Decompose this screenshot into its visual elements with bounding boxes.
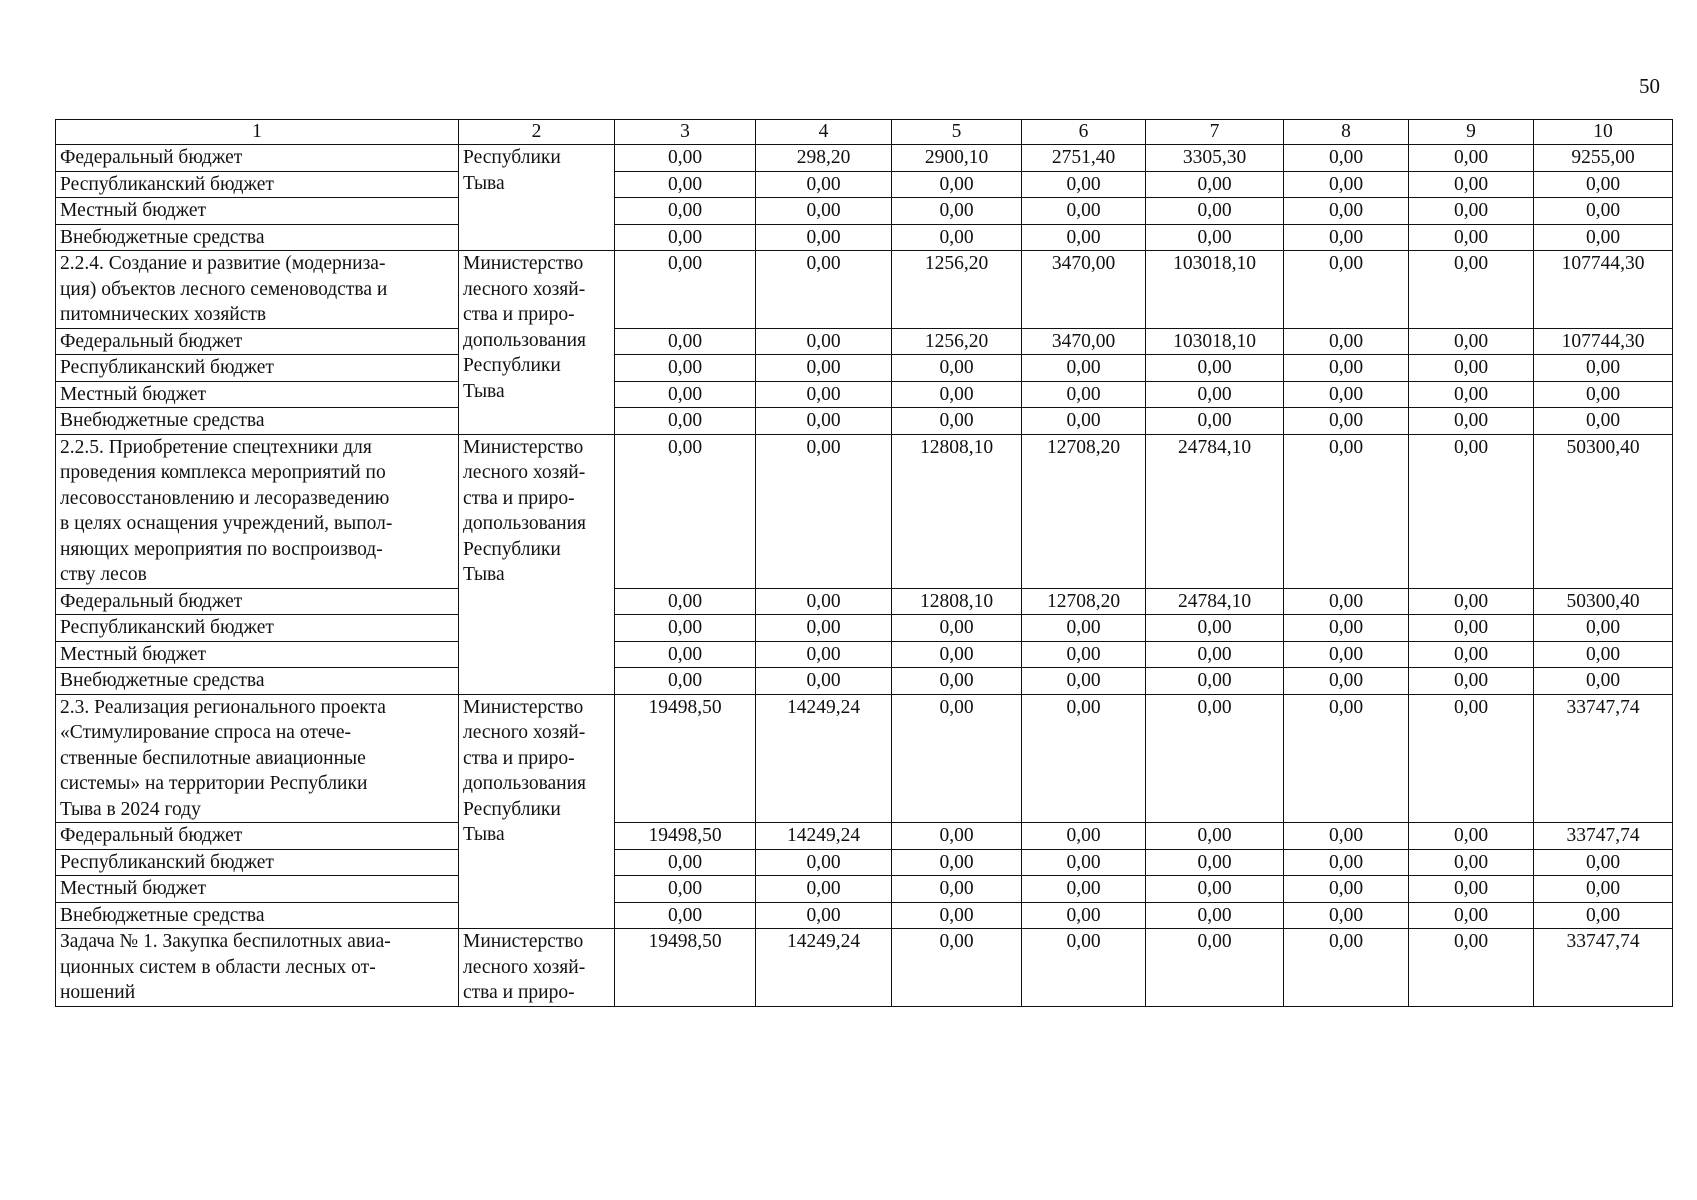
- value-cell-col-9: 0,00: [1409, 224, 1534, 251]
- value-cell-col-8: 0,00: [1284, 251, 1409, 329]
- value-cell-col-7: 0,00: [1146, 408, 1284, 435]
- value-cell-col-10: 0,00: [1534, 408, 1673, 435]
- executor-cell: Министерство лесного хозяй- ства и приро- допользования Республики Тыва: [459, 434, 615, 694]
- value-cell-col-3: 0,00: [615, 328, 756, 355]
- value-cell-col-10: 107744,30: [1534, 328, 1673, 355]
- value-cell-col-3: 19498,50: [615, 823, 756, 850]
- value-cell-col-5: 0,00: [892, 876, 1022, 903]
- value-cell-col-4: 0,00: [756, 641, 892, 668]
- column-number-1: 1: [56, 120, 459, 145]
- value-cell-col-3: 0,00: [615, 145, 756, 172]
- table-row: [56, 641, 1673, 668]
- value-cell-col-9: 0,00: [1409, 588, 1534, 615]
- value-cell-col-10: 0,00: [1534, 355, 1673, 382]
- value-cell-col-10: 0,00: [1534, 224, 1673, 251]
- row-name: Федеральный бюджет: [56, 588, 459, 615]
- value-cell-col-9: 0,00: [1409, 328, 1534, 355]
- table-row: [56, 929, 1673, 1007]
- row-name: Республиканский бюджет: [56, 849, 459, 876]
- value-cell-col-6: 0,00: [1022, 408, 1146, 435]
- value-cell-col-8: 0,00: [1284, 588, 1409, 615]
- value-cell-col-6: 0,00: [1022, 823, 1146, 850]
- value-cell-col-6: 2751,40: [1022, 145, 1146, 172]
- value-cell-col-4: 0,00: [756, 251, 892, 329]
- value-cell-col-8: 0,00: [1284, 694, 1409, 823]
- executor-cell: Министерство лесного хозяй- ства и приро- допользования Республики Тыва: [459, 251, 615, 435]
- value-cell-col-8: 0,00: [1284, 171, 1409, 198]
- row-name: Республиканский бюджет: [56, 355, 459, 382]
- value-cell-col-8: 0,00: [1284, 823, 1409, 850]
- row-name: Задача № 1. Закупка беспилотных авиа- ционных систем в области лесных от- ношений: [56, 929, 459, 1007]
- value-cell-col-10: 0,00: [1534, 876, 1673, 903]
- value-cell-col-10: 9255,00: [1534, 145, 1673, 172]
- value-cell-col-7: 103018,10: [1146, 328, 1284, 355]
- value-cell-col-8: 0,00: [1284, 434, 1409, 588]
- row-name: Внебюджетные средства: [56, 408, 459, 435]
- value-cell-col-4: 0,00: [756, 171, 892, 198]
- value-cell-col-5: 1256,20: [892, 328, 1022, 355]
- value-cell-col-5: 0,00: [892, 615, 1022, 642]
- value-cell-col-4: 14249,24: [756, 823, 892, 850]
- value-cell-col-9: 0,00: [1409, 251, 1534, 329]
- executor-cell: Республики Тыва: [459, 145, 615, 251]
- page-number: 50: [1639, 74, 1660, 98]
- value-cell-col-8: 0,00: [1284, 381, 1409, 408]
- column-number-4: 4: [756, 120, 892, 145]
- table-row: [56, 145, 1673, 172]
- row-name: Внебюджетные средства: [56, 902, 459, 929]
- value-cell-col-3: 0,00: [615, 434, 756, 588]
- value-cell-col-10: 0,00: [1534, 198, 1673, 225]
- value-cell-col-5: 2900,10: [892, 145, 1022, 172]
- value-cell-col-3: 0,00: [615, 171, 756, 198]
- value-cell-col-9: 0,00: [1409, 355, 1534, 382]
- value-cell-col-8: 0,00: [1284, 224, 1409, 251]
- value-cell-col-7: 0,00: [1146, 381, 1284, 408]
- value-cell-col-10: 50300,40: [1534, 434, 1673, 588]
- row-name: Местный бюджет: [56, 876, 459, 903]
- value-cell-col-10: 50300,40: [1534, 588, 1673, 615]
- column-number-9: 9: [1409, 120, 1534, 145]
- row-name: 2.2.5. Приобретение спецтехники для проведения комплекса мероприятий по лесовосстановлению и лесоразведению в целях оснащения учреждений, выпол- няющих мероприятия по воспроизвод- ству лесов: [56, 434, 459, 588]
- row-name: 2.3. Реализация регионального проекта «Стимулирование спроса на отече- ственные беспилотные авиационные системы» на территории Республики Тыва в 2024 году: [56, 694, 459, 823]
- value-cell-col-6: 0,00: [1022, 902, 1146, 929]
- value-cell-col-7: 0,00: [1146, 355, 1284, 382]
- value-cell-col-6: 0,00: [1022, 668, 1146, 695]
- row-name: Местный бюджет: [56, 381, 459, 408]
- value-cell-col-9: 0,00: [1409, 694, 1534, 823]
- value-cell-col-5: 0,00: [892, 198, 1022, 225]
- value-cell-col-7: 0,00: [1146, 823, 1284, 850]
- value-cell-col-8: 0,00: [1284, 198, 1409, 225]
- value-cell-col-9: 0,00: [1409, 902, 1534, 929]
- row-name: Федеральный бюджет: [56, 145, 459, 172]
- executor-cell: Министерство лесного хозяй- ства и приро- допользования Республики Тыва: [459, 694, 615, 929]
- table-row: [56, 224, 1673, 251]
- value-cell-col-4: 0,00: [756, 328, 892, 355]
- value-cell-col-6: 12708,20: [1022, 434, 1146, 588]
- value-cell-col-7: 0,00: [1146, 902, 1284, 929]
- value-cell-col-3: 0,00: [615, 408, 756, 435]
- value-cell-col-10: 33747,74: [1534, 929, 1673, 1007]
- value-cell-col-9: 0,00: [1409, 145, 1534, 172]
- value-cell-col-6: 0,00: [1022, 198, 1146, 225]
- value-cell-col-8: 0,00: [1284, 929, 1409, 1007]
- value-cell-col-5: 0,00: [892, 694, 1022, 823]
- value-cell-col-7: 0,00: [1146, 641, 1284, 668]
- value-cell-col-6: 0,00: [1022, 641, 1146, 668]
- value-cell-col-5: 12808,10: [892, 434, 1022, 588]
- value-cell-col-10: 0,00: [1534, 668, 1673, 695]
- table-row: [56, 902, 1673, 929]
- value-cell-col-7: 0,00: [1146, 929, 1284, 1007]
- value-cell-col-5: 0,00: [892, 902, 1022, 929]
- value-cell-col-4: 298,20: [756, 145, 892, 172]
- value-cell-col-7: 103018,10: [1146, 251, 1284, 329]
- value-cell-col-10: 0,00: [1534, 381, 1673, 408]
- value-cell-col-3: 0,00: [615, 668, 756, 695]
- value-cell-col-3: 0,00: [615, 224, 756, 251]
- table-row: [56, 694, 1673, 823]
- value-cell-col-5: 12808,10: [892, 588, 1022, 615]
- value-cell-col-8: 0,00: [1284, 408, 1409, 435]
- value-cell-col-6: 0,00: [1022, 849, 1146, 876]
- value-cell-col-5: 0,00: [892, 224, 1022, 251]
- value-cell-col-9: 0,00: [1409, 408, 1534, 435]
- value-cell-col-7: 0,00: [1146, 171, 1284, 198]
- value-cell-col-7: 24784,10: [1146, 434, 1284, 588]
- value-cell-col-9: 0,00: [1409, 849, 1534, 876]
- table-body: [56, 120, 1673, 1007]
- value-cell-col-6: 0,00: [1022, 224, 1146, 251]
- value-cell-col-5: 0,00: [892, 668, 1022, 695]
- column-number-3: 3: [615, 120, 756, 145]
- value-cell-col-10: 0,00: [1534, 641, 1673, 668]
- value-cell-col-3: 0,00: [615, 902, 756, 929]
- row-name: Внебюджетные средства: [56, 668, 459, 695]
- value-cell-col-9: 0,00: [1409, 615, 1534, 642]
- table-row: [56, 198, 1673, 225]
- value-cell-col-10: 33747,74: [1534, 823, 1673, 850]
- value-cell-col-5: 1256,20: [892, 251, 1022, 329]
- row-name: Республиканский бюджет: [56, 171, 459, 198]
- value-cell-col-4: 0,00: [756, 849, 892, 876]
- value-cell-col-8: 0,00: [1284, 902, 1409, 929]
- table-row: [56, 328, 1673, 355]
- value-cell-col-7: 0,00: [1146, 198, 1284, 225]
- column-number-6: 6: [1022, 120, 1146, 145]
- value-cell-col-9: 0,00: [1409, 434, 1534, 588]
- value-cell-col-6: 3470,00: [1022, 251, 1146, 329]
- row-name: Местный бюджет: [56, 198, 459, 225]
- value-cell-col-9: 0,00: [1409, 171, 1534, 198]
- row-name: Местный бюджет: [56, 641, 459, 668]
- value-cell-col-4: 14249,24: [756, 929, 892, 1007]
- value-cell-col-7: 0,00: [1146, 224, 1284, 251]
- value-cell-col-6: 0,00: [1022, 876, 1146, 903]
- value-cell-col-4: 0,00: [756, 434, 892, 588]
- value-cell-col-10: 0,00: [1534, 171, 1673, 198]
- value-cell-col-4: 0,00: [756, 381, 892, 408]
- table-row: [56, 588, 1673, 615]
- value-cell-col-3: 19498,50: [615, 694, 756, 823]
- value-cell-col-5: 0,00: [892, 381, 1022, 408]
- value-cell-col-4: 0,00: [756, 876, 892, 903]
- value-cell-col-5: 0,00: [892, 171, 1022, 198]
- column-number-10: 10: [1534, 120, 1673, 145]
- value-cell-col-4: 0,00: [756, 668, 892, 695]
- value-cell-col-6: 0,00: [1022, 694, 1146, 823]
- value-cell-col-3: 0,00: [615, 381, 756, 408]
- value-cell-col-5: 0,00: [892, 408, 1022, 435]
- value-cell-col-9: 0,00: [1409, 641, 1534, 668]
- table-row: [56, 668, 1673, 695]
- value-cell-col-4: 0,00: [756, 408, 892, 435]
- value-cell-col-3: 0,00: [615, 251, 756, 329]
- value-cell-col-4: 14249,24: [756, 694, 892, 823]
- value-cell-col-7: 0,00: [1146, 694, 1284, 823]
- executor-cell: Министерство лесного хозяй- ства и приро-: [459, 929, 615, 1007]
- value-cell-col-9: 0,00: [1409, 668, 1534, 695]
- value-cell-col-7: 0,00: [1146, 876, 1284, 903]
- row-name: Федеральный бюджет: [56, 823, 459, 850]
- value-cell-col-5: 0,00: [892, 641, 1022, 668]
- value-cell-col-7: 0,00: [1146, 668, 1284, 695]
- value-cell-col-8: 0,00: [1284, 849, 1409, 876]
- value-cell-col-3: 19498,50: [615, 929, 756, 1007]
- value-cell-col-8: 0,00: [1284, 615, 1409, 642]
- table-row: [56, 615, 1673, 642]
- column-number-7: 7: [1146, 120, 1284, 145]
- value-cell-col-9: 0,00: [1409, 381, 1534, 408]
- value-cell-col-3: 0,00: [615, 641, 756, 668]
- row-name: Республиканский бюджет: [56, 615, 459, 642]
- value-cell-col-4: 0,00: [756, 355, 892, 382]
- value-cell-col-8: 0,00: [1284, 668, 1409, 695]
- value-cell-col-10: 107744,30: [1534, 251, 1673, 329]
- value-cell-col-5: 0,00: [892, 849, 1022, 876]
- table-row: [56, 408, 1673, 435]
- value-cell-col-6: 0,00: [1022, 381, 1146, 408]
- value-cell-col-4: 0,00: [756, 588, 892, 615]
- value-cell-col-6: 12708,20: [1022, 588, 1146, 615]
- value-cell-col-10: 0,00: [1534, 849, 1673, 876]
- row-name: Внебюджетные средства: [56, 224, 459, 251]
- value-cell-col-3: 0,00: [615, 615, 756, 642]
- budget-table: [55, 119, 1673, 1007]
- value-cell-col-3: 0,00: [615, 198, 756, 225]
- column-number-2: 2: [459, 120, 615, 145]
- table-row: [56, 434, 1673, 588]
- value-cell-col-4: 0,00: [756, 198, 892, 225]
- value-cell-col-5: 0,00: [892, 823, 1022, 850]
- value-cell-col-9: 0,00: [1409, 823, 1534, 850]
- value-cell-col-8: 0,00: [1284, 355, 1409, 382]
- value-cell-col-3: 0,00: [615, 588, 756, 615]
- table-row: [56, 849, 1673, 876]
- column-number-row: [56, 120, 1673, 145]
- value-cell-col-6: 3470,00: [1022, 328, 1146, 355]
- value-cell-col-8: 0,00: [1284, 641, 1409, 668]
- value-cell-col-7: 24784,10: [1146, 588, 1284, 615]
- value-cell-col-7: 0,00: [1146, 615, 1284, 642]
- value-cell-col-6: 0,00: [1022, 171, 1146, 198]
- row-name: Федеральный бюджет: [56, 328, 459, 355]
- value-cell-col-8: 0,00: [1284, 145, 1409, 172]
- value-cell-col-6: 0,00: [1022, 929, 1146, 1007]
- value-cell-col-10: 33747,74: [1534, 694, 1673, 823]
- table-row: [56, 251, 1673, 329]
- value-cell-col-7: 0,00: [1146, 849, 1284, 876]
- value-cell-col-9: 0,00: [1409, 198, 1534, 225]
- column-number-5: 5: [892, 120, 1022, 145]
- value-cell-col-4: 0,00: [756, 224, 892, 251]
- value-cell-col-5: 0,00: [892, 355, 1022, 382]
- value-cell-col-8: 0,00: [1284, 876, 1409, 903]
- value-cell-col-6: 0,00: [1022, 355, 1146, 382]
- table-row: [56, 171, 1673, 198]
- table-row: [56, 876, 1673, 903]
- value-cell-col-4: 0,00: [756, 902, 892, 929]
- value-cell-col-7: 3305,30: [1146, 145, 1284, 172]
- value-cell-col-8: 0,00: [1284, 328, 1409, 355]
- value-cell-col-9: 0,00: [1409, 876, 1534, 903]
- row-name: 2.2.4. Создание и развитие (модерниза- ция) объектов лесного семеноводства и питомнических хозяйств: [56, 251, 459, 329]
- column-number-8: 8: [1284, 120, 1409, 145]
- value-cell-col-3: 0,00: [615, 849, 756, 876]
- table-row: [56, 381, 1673, 408]
- value-cell-col-9: 0,00: [1409, 929, 1534, 1007]
- table-row: [56, 823, 1673, 850]
- value-cell-col-4: 0,00: [756, 615, 892, 642]
- value-cell-col-3: 0,00: [615, 876, 756, 903]
- value-cell-col-10: 0,00: [1534, 902, 1673, 929]
- value-cell-col-6: 0,00: [1022, 615, 1146, 642]
- value-cell-col-10: 0,00: [1534, 615, 1673, 642]
- value-cell-col-5: 0,00: [892, 929, 1022, 1007]
- table-row: [56, 355, 1673, 382]
- value-cell-col-3: 0,00: [615, 355, 756, 382]
